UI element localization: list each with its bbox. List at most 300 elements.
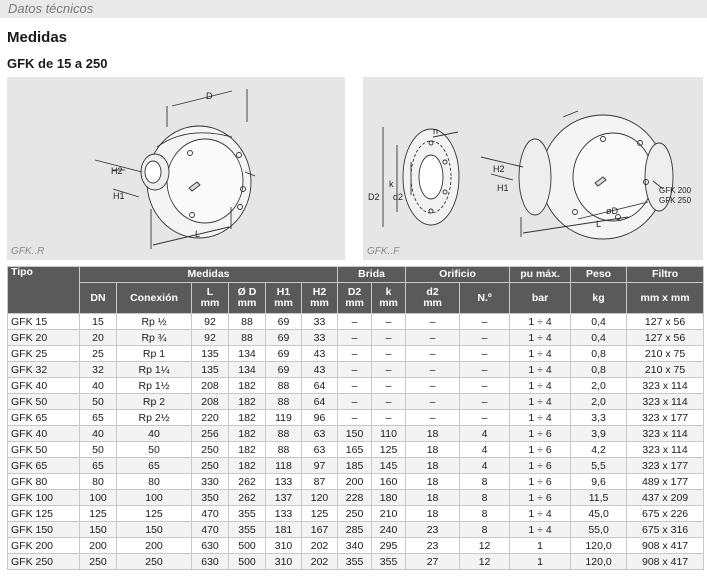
table-cell: 182 bbox=[229, 442, 266, 458]
table-cell: 40 bbox=[117, 426, 192, 442]
table-row bbox=[8, 362, 704, 378]
table-cell: GFK 65 bbox=[8, 410, 80, 426]
table-cell: GFK 100 bbox=[8, 490, 80, 506]
table-cell: 80 bbox=[117, 474, 192, 490]
table-cell: 32 bbox=[80, 362, 117, 378]
table-cell: 2,0 bbox=[571, 394, 627, 410]
header-conexion: Conexión bbox=[117, 283, 192, 314]
table-cell: – bbox=[460, 362, 510, 378]
table-cell: – bbox=[338, 314, 372, 330]
table-row bbox=[8, 490, 704, 506]
filter-flanged-drawing bbox=[363, 77, 703, 260]
table-cell: 250 bbox=[192, 458, 229, 474]
table-cell: – bbox=[460, 330, 510, 346]
table-cell: 133 bbox=[266, 506, 302, 522]
header-mmxmm: mm x mm bbox=[627, 283, 704, 314]
table-cell: 43 bbox=[302, 362, 338, 378]
table-cell: 135 bbox=[192, 362, 229, 378]
table-cell: 210 x 75 bbox=[627, 346, 704, 362]
table-cell: 630 bbox=[192, 538, 229, 554]
header-d2-label: D2 bbox=[347, 286, 362, 298]
label-l: L bbox=[596, 219, 602, 229]
table-cell: 15 bbox=[80, 314, 117, 330]
table-cell: – bbox=[406, 394, 460, 410]
label-model-200: GFK 200 bbox=[659, 186, 692, 195]
table-cell: 0,4 bbox=[571, 330, 627, 346]
table-cell: 182 bbox=[229, 426, 266, 442]
table-cell: 2,0 bbox=[571, 378, 627, 394]
table-cell: 210 bbox=[372, 506, 406, 522]
header-orificio: Orificio bbox=[406, 267, 510, 283]
table-cell: – bbox=[406, 362, 460, 378]
table-cell: 23 bbox=[406, 522, 460, 538]
table-cell: 202 bbox=[302, 538, 338, 554]
header-dn: DN bbox=[80, 283, 117, 314]
table-cell: 40 bbox=[80, 426, 117, 442]
table-cell: 125 bbox=[117, 506, 192, 522]
table-cell: 262 bbox=[229, 474, 266, 490]
section-title: Datos técnicos bbox=[8, 1, 94, 16]
table-cell: 500 bbox=[229, 554, 266, 570]
table-cell: GFK 40 bbox=[8, 426, 80, 442]
table-row bbox=[8, 410, 704, 426]
table-cell: 100 bbox=[117, 490, 192, 506]
table-cell: 4 bbox=[460, 442, 510, 458]
table-cell: – bbox=[338, 410, 372, 426]
table-cell: – bbox=[460, 378, 510, 394]
header-od-unit: mm bbox=[237, 297, 257, 309]
table-cell: 1 ÷ 4 bbox=[510, 394, 571, 410]
table-cell: 11,5 bbox=[571, 490, 627, 506]
table-cell: 0,8 bbox=[571, 362, 627, 378]
table-cell: 150 bbox=[117, 522, 192, 538]
table-cell: 127 x 56 bbox=[627, 330, 704, 346]
table-cell: GFK 200 bbox=[8, 538, 80, 554]
header-h1 bbox=[266, 283, 302, 314]
table-cell: 88 bbox=[266, 442, 302, 458]
table-cell: 23 bbox=[406, 538, 460, 554]
table-cell: 200 bbox=[338, 474, 372, 490]
table-cell: 12 bbox=[460, 538, 510, 554]
table-cell: GFK 20 bbox=[8, 330, 80, 346]
filter-threaded-drawing bbox=[7, 77, 345, 260]
table-cell: 182 bbox=[229, 458, 266, 474]
table-cell: 1 ÷ 6 bbox=[510, 426, 571, 442]
table-cell: – bbox=[338, 346, 372, 362]
header-brida: Brida bbox=[338, 267, 406, 283]
table-cell: 50 bbox=[80, 442, 117, 458]
label-od: øD bbox=[606, 206, 618, 216]
table-cell: 228 bbox=[338, 490, 372, 506]
table-cell: 182 bbox=[229, 394, 266, 410]
table-cell: – bbox=[406, 314, 460, 330]
table-cell: 18 bbox=[406, 426, 460, 442]
table-cell: 92 bbox=[192, 314, 229, 330]
table-cell: 1 bbox=[510, 538, 571, 554]
header-k-label: k bbox=[385, 286, 392, 298]
table-cell: 69 bbox=[266, 362, 302, 378]
table-cell: 310 bbox=[266, 538, 302, 554]
table-cell: 150 bbox=[80, 522, 117, 538]
table-body bbox=[8, 314, 704, 570]
table-cell: GFK 250 bbox=[8, 554, 80, 570]
table-cell: 65 bbox=[80, 410, 117, 426]
table-cell: 63 bbox=[302, 426, 338, 442]
table-cell: 18 bbox=[406, 442, 460, 458]
table-cell: – bbox=[406, 378, 460, 394]
header-kg: kg bbox=[571, 283, 627, 314]
table-cell: 256 bbox=[192, 426, 229, 442]
table-cell: 208 bbox=[192, 394, 229, 410]
table-cell: 355 bbox=[338, 554, 372, 570]
table-cell: 20 bbox=[80, 330, 117, 346]
figure-gfk-r bbox=[7, 77, 345, 260]
header-h2-unit: mm bbox=[310, 297, 329, 309]
header-d2s-unit: mm bbox=[423, 297, 442, 309]
page-heading: Medidas bbox=[7, 29, 68, 46]
table-cell: 1 ÷ 4 bbox=[510, 506, 571, 522]
table-cell: 182 bbox=[229, 378, 266, 394]
table-cell: 69 bbox=[266, 314, 302, 330]
table-cell: 150 bbox=[338, 426, 372, 442]
header-l-unit: mm bbox=[200, 297, 220, 309]
table-cell: 1 ÷ 4 bbox=[510, 314, 571, 330]
table-cell: 8 bbox=[460, 506, 510, 522]
table-row bbox=[8, 458, 704, 474]
table-cell: 0,8 bbox=[571, 346, 627, 362]
table-cell: 323 x 177 bbox=[627, 458, 704, 474]
table-cell: 65 bbox=[80, 458, 117, 474]
table-cell: 220 bbox=[192, 410, 229, 426]
table-cell: 88 bbox=[266, 394, 302, 410]
table-cell: 323 x 177 bbox=[627, 410, 704, 426]
table-cell: 310 bbox=[266, 554, 302, 570]
header-l bbox=[192, 283, 229, 314]
table-cell: 1 ÷ 6 bbox=[510, 490, 571, 506]
table-cell: – bbox=[406, 330, 460, 346]
table-cell: 262 bbox=[229, 490, 266, 506]
table-cell: 8 bbox=[460, 474, 510, 490]
label-l: L bbox=[195, 229, 201, 239]
table-cell: 3,3 bbox=[571, 410, 627, 426]
table-cell: 182 bbox=[229, 410, 266, 426]
specifications-table bbox=[7, 266, 704, 570]
label-h1: H1 bbox=[497, 183, 509, 193]
table-cell: 8 bbox=[460, 490, 510, 506]
table-row bbox=[8, 314, 704, 330]
header-h2-label: H2 bbox=[312, 286, 327, 298]
table-cell: 908 x 417 bbox=[627, 554, 704, 570]
table-cell: 134 bbox=[229, 362, 266, 378]
table-cell: 323 x 114 bbox=[627, 394, 704, 410]
table-cell: 64 bbox=[302, 378, 338, 394]
table-cell: 55,0 bbox=[571, 522, 627, 538]
table-cell: 64 bbox=[302, 394, 338, 410]
label-h2: H2 bbox=[111, 166, 123, 176]
table-cell: 97 bbox=[302, 458, 338, 474]
table-row bbox=[8, 394, 704, 410]
table-cell: 208 bbox=[192, 378, 229, 394]
table-cell: 437 x 209 bbox=[627, 490, 704, 506]
table-cell: 92 bbox=[192, 330, 229, 346]
table-cell: 145 bbox=[372, 458, 406, 474]
header-k bbox=[372, 283, 406, 314]
table-cell: – bbox=[460, 314, 510, 330]
table-cell: 167 bbox=[302, 522, 338, 538]
table-cell: 285 bbox=[338, 522, 372, 538]
table-cell: GFK 125 bbox=[8, 506, 80, 522]
page-subheading: GFK de 15 a 250 bbox=[7, 56, 108, 71]
table-cell: 110 bbox=[372, 426, 406, 442]
header-no: N.º bbox=[460, 283, 510, 314]
table-cell: 135 bbox=[192, 346, 229, 362]
table-cell: 134 bbox=[229, 346, 266, 362]
header-l-label: L bbox=[206, 286, 214, 298]
table-cell: 1 ÷ 6 bbox=[510, 442, 571, 458]
figure-caption-right: GFK..F bbox=[367, 246, 400, 257]
table-cell: 250 bbox=[80, 554, 117, 570]
table-cell: Rp 2 bbox=[117, 394, 192, 410]
table-cell: – bbox=[372, 378, 406, 394]
table-cell: – bbox=[460, 394, 510, 410]
table-cell: 340 bbox=[338, 538, 372, 554]
header-peso: Peso bbox=[571, 267, 627, 283]
table-cell: – bbox=[372, 362, 406, 378]
table-cell: 43 bbox=[302, 346, 338, 362]
table-cell: 125 bbox=[80, 506, 117, 522]
table-cell: 323 x 114 bbox=[627, 378, 704, 394]
table-cell: 323 x 114 bbox=[627, 442, 704, 458]
section-header bbox=[0, 0, 707, 18]
label-h1: H1 bbox=[113, 191, 125, 201]
label-h2: H2 bbox=[493, 164, 505, 174]
table-cell: 119 bbox=[266, 410, 302, 426]
table-cell: 1 ÷ 4 bbox=[510, 346, 571, 362]
table-cell: 1 ÷ 4 bbox=[510, 378, 571, 394]
table-cell: 4 bbox=[460, 426, 510, 442]
table-group-header-row bbox=[8, 267, 704, 283]
table-cell: 69 bbox=[266, 346, 302, 362]
table-cell: – bbox=[372, 394, 406, 410]
table-cell: GFK 50 bbox=[8, 394, 80, 410]
header-d2s-label: d2 bbox=[426, 286, 439, 298]
table-cell: – bbox=[338, 330, 372, 346]
table-cell: – bbox=[338, 394, 372, 410]
header-h2 bbox=[302, 283, 338, 314]
table-cell: 33 bbox=[302, 330, 338, 346]
header-h1-unit: mm bbox=[274, 297, 293, 309]
table-cell: 65 bbox=[117, 458, 192, 474]
table-cell: – bbox=[372, 410, 406, 426]
table-cell: 630 bbox=[192, 554, 229, 570]
header-od-label: Ø D bbox=[237, 286, 257, 298]
table-cell: 63 bbox=[302, 442, 338, 458]
header-k-unit: mm bbox=[379, 297, 398, 309]
table-cell: 4,2 bbox=[571, 442, 627, 458]
table-cell: 675 x 316 bbox=[627, 522, 704, 538]
table-row bbox=[8, 554, 704, 570]
table-cell: 330 bbox=[192, 474, 229, 490]
table-row bbox=[8, 522, 704, 538]
table-cell: 202 bbox=[302, 554, 338, 570]
table-cell: 50 bbox=[80, 394, 117, 410]
table-cell: 120 bbox=[302, 490, 338, 506]
table-cell: – bbox=[406, 410, 460, 426]
table-cell: 165 bbox=[338, 442, 372, 458]
table-cell: 350 bbox=[192, 490, 229, 506]
table-cell: 355 bbox=[372, 554, 406, 570]
table-cell: – bbox=[460, 410, 510, 426]
table-row bbox=[8, 474, 704, 490]
header-d2 bbox=[338, 283, 372, 314]
table-cell: Rp 1½ bbox=[117, 378, 192, 394]
label-d2-hole: d2 bbox=[393, 192, 404, 202]
table-cell: 18 bbox=[406, 506, 460, 522]
table-cell: 470 bbox=[192, 506, 229, 522]
table-cell: 1 bbox=[510, 554, 571, 570]
table-cell: 12 bbox=[460, 554, 510, 570]
table-cell: 200 bbox=[80, 538, 117, 554]
table-cell: 125 bbox=[372, 442, 406, 458]
table-cell: 137 bbox=[266, 490, 302, 506]
label-k: k bbox=[389, 179, 394, 189]
table-cell: 80 bbox=[80, 474, 117, 490]
figure-caption-left: GFK..R bbox=[11, 246, 45, 257]
table-cell: 18 bbox=[406, 474, 460, 490]
table-cell: 87 bbox=[302, 474, 338, 490]
table-cell: 127 x 56 bbox=[627, 314, 704, 330]
table-cell: 133 bbox=[266, 474, 302, 490]
header-d2-unit: mm bbox=[345, 297, 364, 309]
table-cell: 908 x 417 bbox=[627, 538, 704, 554]
table-cell: GFK 80 bbox=[8, 474, 80, 490]
table-cell: 250 bbox=[117, 554, 192, 570]
table-cell: 88 bbox=[266, 378, 302, 394]
table-cell: 88 bbox=[229, 314, 266, 330]
header-od bbox=[229, 283, 266, 314]
table-cell: 96 bbox=[302, 410, 338, 426]
table-cell: Rp ¾ bbox=[117, 330, 192, 346]
table-cell: 200 bbox=[117, 538, 192, 554]
table-cell: 3,9 bbox=[571, 426, 627, 442]
table-cell: 120,0 bbox=[571, 554, 627, 570]
table-cell: 295 bbox=[372, 538, 406, 554]
table-cell: 18 bbox=[406, 490, 460, 506]
header-bar: bar bbox=[510, 283, 571, 314]
table-cell: – bbox=[372, 346, 406, 362]
table-cell: 1 ÷ 4 bbox=[510, 362, 571, 378]
table-cell: 88 bbox=[229, 330, 266, 346]
table-cell: 33 bbox=[302, 314, 338, 330]
table-cell: 1 ÷ 6 bbox=[510, 474, 571, 490]
table-cell: 1 ÷ 4 bbox=[510, 522, 571, 538]
table-cell: GFK 40 bbox=[8, 378, 80, 394]
table-cell: – bbox=[372, 330, 406, 346]
table-cell: 185 bbox=[338, 458, 372, 474]
table-cell: – bbox=[460, 346, 510, 362]
header-medidas: Medidas bbox=[80, 267, 338, 283]
table-row bbox=[8, 538, 704, 554]
table-cell: 250 bbox=[338, 506, 372, 522]
table-row bbox=[8, 506, 704, 522]
table-cell: Rp 1¼ bbox=[117, 362, 192, 378]
label-d: D bbox=[206, 91, 213, 101]
table-cell: 40 bbox=[80, 378, 117, 394]
table-cell: Rp ½ bbox=[117, 314, 192, 330]
table-row bbox=[8, 346, 704, 362]
table-cell: 100 bbox=[80, 490, 117, 506]
table-cell: 1 ÷ 4 bbox=[510, 410, 571, 426]
table-cell: 180 bbox=[372, 490, 406, 506]
header-filtro: Filtro bbox=[627, 267, 704, 283]
table-cell: GFK 32 bbox=[8, 362, 80, 378]
table-cell: 323 x 114 bbox=[627, 426, 704, 442]
table-cell: 675 x 226 bbox=[627, 506, 704, 522]
table-cell: 5,5 bbox=[571, 458, 627, 474]
table-cell: 25 bbox=[80, 346, 117, 362]
table-cell: 120,0 bbox=[571, 538, 627, 554]
table-cell: 69 bbox=[266, 330, 302, 346]
table-cell: GFK 15 bbox=[8, 314, 80, 330]
label-d2-flange: D2 bbox=[368, 192, 380, 202]
table-sub-header-row bbox=[8, 283, 704, 314]
table-cell: Rp 1 bbox=[117, 346, 192, 362]
table-cell: 50 bbox=[117, 442, 192, 458]
header-h1-label: H1 bbox=[276, 286, 291, 298]
table-cell: 45,0 bbox=[571, 506, 627, 522]
table-cell: 470 bbox=[192, 522, 229, 538]
figure-gfk-f bbox=[363, 77, 703, 260]
table-cell: 210 x 75 bbox=[627, 362, 704, 378]
label-model-250: GFK 250 bbox=[659, 196, 692, 205]
table-cell: – bbox=[406, 346, 460, 362]
header-pu-max: pu máx. bbox=[510, 267, 571, 283]
table-cell: 355 bbox=[229, 522, 266, 538]
table-row bbox=[8, 378, 704, 394]
table-cell: 27 bbox=[406, 554, 460, 570]
table-cell: GFK 150 bbox=[8, 522, 80, 538]
table-cell: 4 bbox=[460, 458, 510, 474]
table-cell: 240 bbox=[372, 522, 406, 538]
table-row bbox=[8, 442, 704, 458]
table-cell: – bbox=[372, 314, 406, 330]
table-cell: GFK 50 bbox=[8, 442, 80, 458]
table-cell: 88 bbox=[266, 426, 302, 442]
table-cell: 9,6 bbox=[571, 474, 627, 490]
table-cell: GFK 25 bbox=[8, 346, 80, 362]
table-cell: 250 bbox=[192, 442, 229, 458]
table-row bbox=[8, 426, 704, 442]
table-cell: 489 x 177 bbox=[627, 474, 704, 490]
label-n: n bbox=[433, 126, 439, 136]
table-cell: – bbox=[338, 362, 372, 378]
table-cell: 18 bbox=[406, 458, 460, 474]
table-cell: – bbox=[338, 378, 372, 394]
table-cell: 160 bbox=[372, 474, 406, 490]
table-cell: 125 bbox=[302, 506, 338, 522]
table-cell: 1 ÷ 6 bbox=[510, 458, 571, 474]
table-cell: Rp 2½ bbox=[117, 410, 192, 426]
header-d2-hole bbox=[406, 283, 460, 314]
table-cell: GFK 65 bbox=[8, 458, 80, 474]
table-cell: 1 ÷ 4 bbox=[510, 330, 571, 346]
header-tipo: Tipo bbox=[8, 267, 80, 314]
table-cell: 500 bbox=[229, 538, 266, 554]
table-cell: 181 bbox=[266, 522, 302, 538]
table-cell: 0,4 bbox=[571, 314, 627, 330]
table-cell: 118 bbox=[266, 458, 302, 474]
table-cell: 8 bbox=[460, 522, 510, 538]
